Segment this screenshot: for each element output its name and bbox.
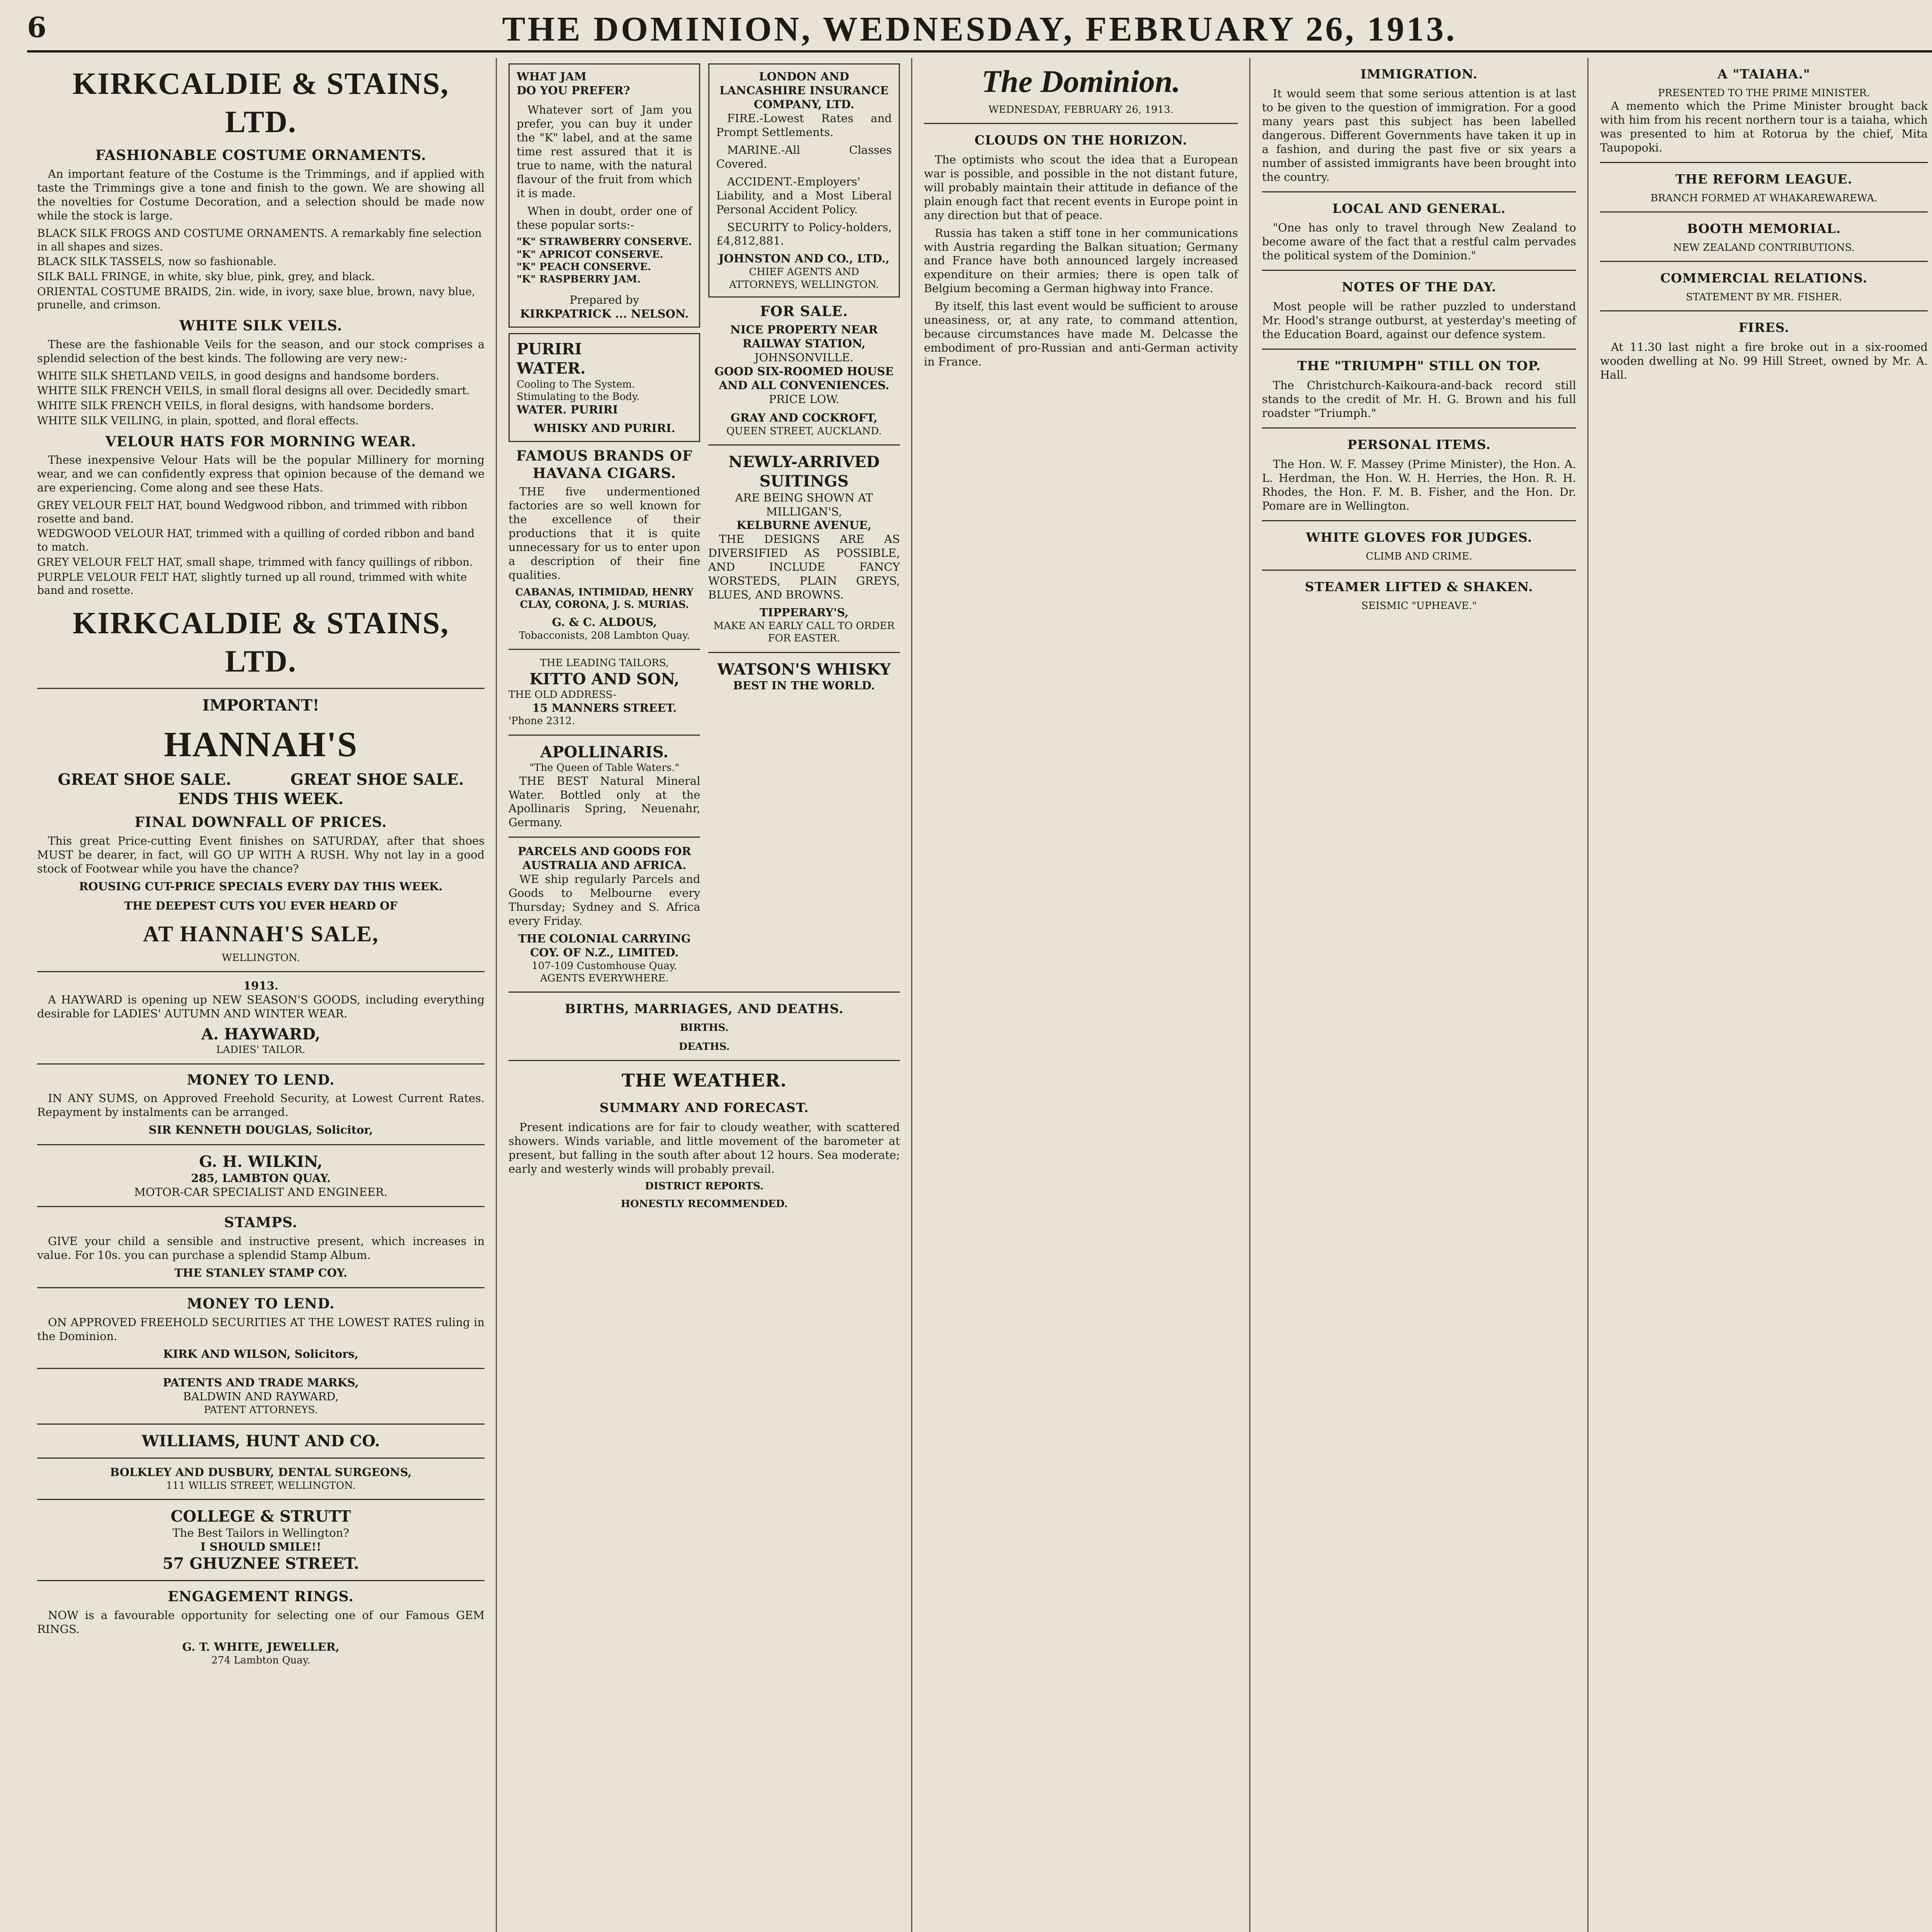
- column-rule: [1587, 58, 1588, 1932]
- divider: [37, 1580, 485, 1581]
- hat-item: GREY VELOUR FELT HAT, small shape, trimmed with fancy quillings of ribbon.: [37, 555, 473, 568]
- hannah-wellington: WELLINGTON.: [221, 952, 300, 964]
- parcels-body: WE ship regularly Parcels and Goods to Melbourne every Thursday; Sydney and S. Africa every Friday.: [509, 872, 701, 928]
- fires-paragraph: At 11.30 last night a fire broke out in a six-roomed wooden dwelling at No. 99 Hill Street, owned by Mr. A. Hall.: [1600, 340, 1928, 382]
- divider: [37, 1144, 485, 1145]
- money-body: IN ANY SUMS, on Approved Freehold Security, at Lowest Current Rates. Repayment by instalments can be arranged.: [37, 1092, 485, 1119]
- births-heading: BIRTHS.: [680, 1022, 729, 1034]
- jam-question-1: WHAT JAM: [517, 70, 587, 83]
- divider: [1262, 270, 1576, 271]
- veil-item: WHITE SILK VEILING, in plain, spotted, and floral effects.: [37, 414, 359, 427]
- divider: [37, 1499, 485, 1500]
- puriri-cooling: Cooling to The System.: [517, 378, 635, 390]
- dominion-title: The Dominion.: [981, 64, 1180, 99]
- hannah-name: HANNAH'S: [164, 724, 358, 764]
- reform-sub: BRANCH FORMED AT WHAKAREWAREWA.: [1650, 192, 1878, 204]
- six-roomed-house: GOOD SIX-ROOMED HOUSE AND ALL CONVENIENCES.: [714, 365, 894, 392]
- triumph-paragraph: The Christchurch-Kaikoura-and-back record still stands to the credit of Mr. H. G. Brown and his full roadster "Triumph.": [1262, 379, 1576, 420]
- kirkcaldie-heading-footer: KIRKCALDIE & STAINS, LTD.: [72, 606, 449, 679]
- kitto-phone: 'Phone 2312.: [509, 715, 575, 727]
- local-general-heading: LOCAL AND GENERAL.: [1332, 201, 1506, 216]
- milligans: ARE BEING SHOWN AT MILLIGAN'S,: [735, 491, 873, 518]
- hannah-body: This great Price-cutting Event finishes on SATURDAY, after that shoes MUST be dearer, in fact, will GO UP WITH A RUSH. Why not lay in a good stock of Footwear while you have the chance?: [37, 834, 485, 875]
- leading-tailors: THE LEADING TAILORS,: [540, 657, 669, 669]
- immigration-paragraph: It would seem that some serious attention is at last to be given to the question of immigration. For a good many years past this subject has been labelled dangerous. Different Governments have taken it up in a fashion, and during the past five or six years a number of assisted immigrants have been brought into the country.: [1262, 87, 1576, 184]
- steamer-heading: STEAMER LIFTED & SHAKEN.: [1305, 579, 1533, 594]
- veil-item: WHITE SILK FRENCH VEILS, in small floral designs all over. Decidedly smart.: [37, 384, 470, 397]
- havana-head: FAMOUS BRANDS OF HAVANA CIGARS.: [516, 447, 693, 481]
- shoe-sale-row: [37, 770, 485, 789]
- insurance-security: SECURITY to Policy-holders, £4,812,881.: [716, 220, 892, 248]
- hannah-important: IMPORTANT!: [202, 696, 320, 715]
- booth-sub: NEW ZEALAND CONTRIBUTIONS.: [1673, 242, 1855, 253]
- best-in-world: BEST IN THE WORLD.: [733, 679, 875, 692]
- ornament-item: BLACK SILK TASSELS, now so fashionable.: [37, 255, 277, 268]
- final-downfall: FINAL DOWNFALL OF PRICES.: [134, 814, 387, 831]
- taiaha-heading: A "TAIAHA.": [1717, 66, 1811, 82]
- veils-heading: WHITE SILK VEILS.: [179, 318, 342, 334]
- aldous-name: G. & C. ALDOUS,: [552, 616, 657, 629]
- kirk-wilson: KIRK AND WILSON, Solicitors,: [163, 1347, 359, 1361]
- column-4-news: [1252, 58, 1586, 1932]
- shoe-sale-right: GREAT SHOE SALE.: [290, 770, 464, 789]
- immigration-heading: IMMIGRATION.: [1360, 66, 1478, 82]
- havana-body: THE five undermentioned factories are so well known for the excellence of their productions that it is quite unnecessary for us to enter upon a description of their fine qualities.: [509, 485, 701, 582]
- college-strutt: COLLEGE & STRUTT: [170, 1507, 351, 1526]
- stanley-stamp: THE STANLEY STAMP COY.: [174, 1266, 347, 1280]
- agents-everywhere: AGENTS EVERYWHERE.: [540, 973, 669, 985]
- divider: [1262, 191, 1576, 192]
- honestly-recommended: HONESTLY RECOMMENDED.: [621, 1198, 788, 1210]
- baldwin-rayward: BALDWIN AND RAYWARD,: [183, 1390, 339, 1403]
- divider: [1600, 310, 1928, 311]
- divider: [509, 837, 700, 838]
- conserve-item: "K" STRAWBERRY CONSERVE.: [517, 236, 692, 248]
- johnsonville: JOHNSONVILLE.: [754, 351, 854, 364]
- ornament-item: SILK BALL FRINGE, in white, sky blue, pink, grey, and black.: [37, 270, 375, 283]
- notes-day-heading: NOTES OF THE DAY.: [1342, 279, 1497, 295]
- ends-week: ENDS THIS WEEK.: [178, 789, 344, 808]
- notes-day-paragraph: Most people will be rather puzzled to understand Mr. Hood's strange outburst, at yesterday's meeting of the Education Board, against our defence system.: [1262, 300, 1576, 341]
- apollinaris-sub: "The Queen of Table Waters.": [529, 762, 680, 774]
- jeweller-name: G. T. WHITE, JEWELLER,: [182, 1640, 340, 1653]
- jam-question-2: DO YOU PREFER?: [517, 83, 630, 97]
- best-tailors: The Best Tailors in Wellington?: [172, 1526, 349, 1539]
- jam-ad: [509, 63, 700, 328]
- kelburne-avenue: KELBURNE AVENUE,: [736, 519, 872, 532]
- divider: [509, 992, 900, 993]
- ornament-item: BLACK SILK FROGS AND COSTUME ORNAMENTS. A remarkably fine selection in all shapes and sizes.: [37, 226, 482, 253]
- divider: [37, 1206, 485, 1207]
- ornament-item: ORIENTAL COSTUME BRAIDS, 2in. wide, in ivory, saxe blue, brown, navy blue, prunelle, and crimson.: [37, 285, 475, 311]
- early-call: MAKE AN EARLY CALL TO ORDER FOR EASTER.: [713, 620, 895, 645]
- clouds-heading: CLOUDS ON THE HORIZON.: [975, 132, 1187, 148]
- watson-whisky: WATSON'S WHISKY: [717, 660, 891, 679]
- gray-cockroft: GRAY AND COCKROFT,: [730, 411, 878, 425]
- chief-agents: CHIEF AGENTS AND ATTORNEYS, WELLINGTON.: [729, 266, 879, 291]
- for-sale-head: FOR SALE.: [760, 303, 848, 320]
- divider: [708, 652, 900, 653]
- taiaha-sub: PRESENTED TO THE PRIME MINISTER.: [1658, 87, 1870, 99]
- hayward-role: LADIES' TAILOR.: [216, 1044, 306, 1056]
- london-lancashire: LONDON AND LANCASHIRE INSURANCE COMPANY, LTD.: [719, 70, 889, 111]
- column-rule: [911, 58, 912, 1932]
- insurance-fire: FIRE.-Lowest Rates and Prompt Settlements.: [716, 111, 892, 139]
- old-address: THE OLD ADDRESS-: [509, 689, 616, 701]
- divider: [37, 1458, 485, 1459]
- deepest-cuts: THE DEEPEST CUTS YOU EVER HEARD OF: [124, 899, 398, 912]
- divider: [924, 123, 1238, 124]
- commercial-heading: COMMERCIAL RELATIONS.: [1660, 270, 1868, 286]
- divider: [1262, 520, 1576, 521]
- fires-heading: FIRES.: [1738, 320, 1789, 335]
- aldous-address: Tobacconists, 208 Lambton Quay.: [519, 630, 690, 642]
- newspaper-title: THE DOMINION, WEDNESDAY, FEBRUARY 26, 1913.: [502, 10, 1457, 48]
- column-2-split: [509, 58, 900, 985]
- puriri: PURIRI: [517, 340, 582, 359]
- bolkley-dusbury: BOLKLEY AND DUSBURY, DENTAL SURGEONS,: [110, 1466, 412, 1479]
- kitto-son: KITTO AND SON,: [529, 670, 680, 688]
- fashion-heading: FASHIONABLE COSTUME ORNAMENTS.: [95, 147, 427, 164]
- colonial-carrying: THE COLONIAL CARRYING COY. OF N.Z., LIMITED.: [518, 932, 691, 959]
- wilkin-name: G. H. WILKIN,: [199, 1152, 323, 1171]
- prepared-by: Prepared by: [570, 293, 639, 307]
- conserve-item: "K" PEACH CONSERVE.: [517, 261, 651, 273]
- column-2-ads: [498, 58, 910, 1932]
- hats-heading: VELOUR HATS FOR MORNING WEAR.: [105, 433, 417, 450]
- divider: [1262, 570, 1576, 571]
- editorial-date: WEDNESDAY, FEBRUARY 26, 1913.: [988, 104, 1173, 116]
- hat-item: WEDGWOOD VELOUR HAT, trimmed with a quilling of corded ribbon and band to match.: [37, 527, 475, 554]
- bmd-heading: BIRTHS, MARRIAGES, AND DEATHS.: [565, 1001, 844, 1017]
- divider: [1600, 211, 1928, 213]
- puriri-ad: [509, 333, 700, 442]
- reform-heading: THE REFORM LEAGUE.: [1675, 171, 1853, 187]
- divider: [1600, 261, 1928, 262]
- water-puriri: WATER. PURIRI: [517, 403, 618, 416]
- should-smile: I SHOULD SMILE!!: [200, 1540, 321, 1553]
- jam-doubt: When in doubt, order one of these popular sorts:-: [517, 204, 692, 231]
- stamps-head: STAMPS.: [224, 1214, 298, 1231]
- veil-item: WHITE SILK SHETLAND VEILS, in good designs and handsome borders.: [37, 369, 439, 382]
- page-number: 6: [27, 11, 47, 44]
- district-reports: DISTRICT REPORTS.: [645, 1180, 764, 1192]
- booth-heading: BOOTH MEMORIAL.: [1687, 221, 1841, 236]
- williams-hunt: WILLIAMS, HUNT AND CO.: [141, 1432, 380, 1450]
- engagement-head: ENGAGEMENT RINGS.: [168, 1588, 354, 1605]
- divider: [37, 1368, 485, 1369]
- personal-items-heading: PERSONAL ITEMS.: [1347, 437, 1491, 452]
- customhouse-quay: 107-109 Customhouse Quay.: [532, 960, 677, 972]
- wilkin-address: 285, LAMBTON QUAY.: [191, 1171, 331, 1185]
- column-rule: [1249, 58, 1250, 1932]
- wilkin-role: MOTOR-CAR SPECIALIST AND ENGINEER.: [134, 1185, 388, 1199]
- divider: [1262, 427, 1576, 429]
- clouds-paragraph: By itself, this last event would be sufficient to arouse uneasiness, or, at any rate, to command attention, because circumstances have made M. Delcasse the embodiment of pro-Russian and anti-German activity in France.: [924, 299, 1238, 369]
- divider: [37, 971, 485, 972]
- divider: [509, 735, 700, 736]
- kirkcaldie-heading: KIRKCALDIE & STAINS, LTD.: [72, 67, 449, 139]
- kirkpatrick: KIRKPATRICK ... NELSON.: [520, 307, 689, 321]
- patent-attorneys: PATENT ATTORNEYS.: [204, 1404, 318, 1416]
- johnston-co: JOHNSTON AND CO., LTD.,: [718, 252, 890, 265]
- manners-street: 15 MANNERS STREET.: [532, 701, 677, 714]
- jeweller-address: 274 Lambton Quay.: [211, 1654, 311, 1666]
- weather-body: Present indications are for fair to cloudy weather, with scattered showers. Winds variable, and little movement of the barometer at present, but falling in the south after about 12 hours. Sea moderate; early and westerly winds will probably prevail.: [509, 1120, 900, 1175]
- patents: PATENTS AND TRADE MARKS,: [163, 1376, 359, 1389]
- money-body-2: ON APPROVED FREEHOLD SECURITIES AT THE LOWEST RATES ruling in the Dominion.: [37, 1315, 485, 1343]
- divider: [1262, 349, 1576, 350]
- deaths-heading: DEATHS.: [679, 1041, 730, 1053]
- tipperary: TIPPERARY'S,: [759, 606, 849, 619]
- hats-intro: These inexpensive Velour Hats will be the popular Millinery for morning wear, and we can confidently express that opinion because of the demand we are experiencing. Come along and see these Hats.: [37, 453, 485, 495]
- kenneth-douglas: SIR KENNETH DOUGLAS, Solicitor,: [148, 1123, 373, 1137]
- conserve-item: "K" APRICOT CONSERVE.: [517, 248, 663, 260]
- puriri-water: WATER.: [517, 359, 586, 378]
- at-hannah: AT HANNAH'S SALE,: [143, 921, 379, 946]
- hayward-year: 1913.: [243, 979, 279, 992]
- white-gloves-sub: CLIMB AND CRIME.: [1366, 550, 1473, 562]
- fashion-intro: An important feature of the Costume is the Trimmings, and if applied with taste the Trimmings give a tone and finish to the gown. We are showing all the novelties for Costume Decoration, and a selection should be made now while the stock is large.: [37, 167, 485, 222]
- jam-body: Whatever sort of Jam you prefer, you can buy it under the "K" label, and at the same time rest assured that it is true to name, with the natural flavour of the fruit from which it is made.: [517, 103, 692, 200]
- nice-property: NICE PROPERTY NEAR RAILWAY STATION,: [730, 323, 878, 350]
- divider: [37, 688, 485, 689]
- commercial-sub: STATEMENT BY MR. FISHER.: [1686, 291, 1842, 303]
- ghuznee-street: 57 GHUZNEE STREET.: [162, 1554, 359, 1573]
- veils-intro: These are the fashionable Veils for the season, and our stock comprises a splendid selection of the best kinds. The following are very new:-: [37, 337, 485, 365]
- hayward-text: A HAYWARD is opening up NEW SEASON'S GOODS, including everything desirable for LADIES' AUTUMN AND WINTER WEAR.: [37, 993, 485, 1020]
- gray-address: QUEEN STREET, AUCKLAND.: [726, 425, 882, 437]
- column-3-editorial: [914, 58, 1248, 1932]
- column-1-ads: [27, 58, 495, 1932]
- stamps-body: GIVE your child a sensible and instructive present, which increases in value. For 10s. you can purchase a splendid Stamp Album.: [37, 1235, 485, 1262]
- clouds-paragraph: The optimists who scout the idea that a European war is possible, and possible in the not distant future, will probably maintain their attitude in defiance of the plain enough fact that recent events in Europe point in any direction but that of peace.: [924, 153, 1238, 222]
- summary-heading: SUMMARY AND FORECAST.: [599, 1100, 809, 1115]
- apollinaris: APOLLINARIS.: [540, 743, 669, 761]
- white-gloves-heading: WHITE GLOVES FOR JUDGES.: [1306, 529, 1532, 545]
- puriri-stimulating: Stimulating to the Body.: [517, 391, 640, 403]
- weather-heading: THE WEATHER.: [621, 1070, 787, 1091]
- veil-item: WHITE SILK FRENCH VEILS, in floral designs, with handsome borders.: [37, 399, 434, 412]
- rousing-specials: ROUSING CUT-PRICE SPECIALS EVERY DAY THIS WEEK.: [79, 879, 443, 893]
- parcels-head: PARCELS AND GOODS FOR AUSTRALIA AND AFRICA.: [517, 845, 691, 872]
- price-low: PRICE LOW.: [769, 393, 839, 406]
- divider: [37, 1423, 485, 1425]
- hat-item: PURPLE VELOUR FELT HAT, slightly turned up all round, trimmed with white band and rosette.: [37, 570, 467, 597]
- hayward-name: A. HAYWARD,: [201, 1025, 321, 1043]
- apollinaris-body: THE BEST Natural Mineral Water. Bottled only at the Apollinaris Spring, Neuenahr, Germany.: [509, 774, 701, 829]
- steamer-sub: SEISMIC "UPHEAVE.": [1361, 600, 1477, 612]
- column-2-left: [509, 58, 700, 985]
- engagement-body: NOW is a favourable opportunity for selecting one of our Famous GEM RINGS.: [37, 1609, 485, 1636]
- whisky-puriri: WHISKY AND PURIRI.: [533, 421, 675, 435]
- divider: [509, 649, 700, 650]
- insurance-accident: ACCIDENT.-Employers' Liability, and a Most Liberal Personal Accident Policy.: [716, 175, 892, 216]
- taiaha-paragraph: A memento which the Prime Minister brought back with him from his recent northern tour is a taiaha, which was presented to him at Rotorua by the chief, Mita Taupopoki.: [1600, 99, 1928, 154]
- insurance-marine: MARINE.-All Classes Covered.: [716, 143, 892, 170]
- local-general-paragraph: "One has only to travel through New Zealand to become aware of the fact that a restful calm pervades the political system of the Dominion.": [1262, 221, 1576, 262]
- shoe-sale-left: GREAT SHOE SALE.: [58, 770, 231, 789]
- hat-item: GREY VELOUR FELT HAT, bound Wedgwood ribbon, and trimmed with ribbon rosette and band.: [37, 499, 468, 525]
- masthead: [27, 8, 1932, 53]
- divider: [509, 1060, 900, 1061]
- insurance-ad: [708, 63, 900, 298]
- newly-arrived: NEWLY-ARRIVED SUITINGS: [728, 453, 880, 490]
- divider: [708, 444, 900, 446]
- triumph-heading: THE "TRIUMPH" STILL ON TOP.: [1297, 358, 1541, 374]
- column-rule: [496, 58, 497, 1932]
- column-2-right: [708, 58, 900, 985]
- personal-items-paragraph: The Hon. W. F. Massey (Prime Minister), the Hon. A. L. Herdman, the Hon. W. H. Herries, the Hon. R. H. Rhodes, the Hon. F. M. B. Fisher, and the Hon. Dr. Pomare are in Wellington.: [1262, 457, 1576, 512]
- divider: [37, 1063, 485, 1065]
- column-5-news: [1590, 58, 1932, 1932]
- clouds-paragraph: Russia has taken a stiff tone in her communications with Austria regarding the Balkan situation; Germany and France have both announced largely increased expenditure on their armies; there is open talk of Belgium becoming a German highway into France.: [924, 226, 1238, 295]
- divider: [1600, 162, 1928, 163]
- bolkley-address: 111 WILLIS STREET, WELLINGTON.: [166, 1480, 356, 1492]
- money-head-2: MONEY TO LEND.: [187, 1295, 335, 1312]
- divider: [37, 1287, 485, 1288]
- cigar-brands: CABANAS, INTIMIDAD, HENRY CLAY, CORONA, J. S. MURIAS.: [515, 586, 694, 611]
- money-head: MONEY TO LEND.: [187, 1071, 335, 1088]
- conserve-item: "K" RASPBERRY JAM.: [517, 274, 641, 286]
- suiting-designs: THE DESIGNS ARE AS DIVERSIFIED AS POSSIBLE, AND INCLUDE FANCY WORSTEDS, PLAIN GREYS, BLUES, AND BROWNS.: [708, 532, 900, 602]
